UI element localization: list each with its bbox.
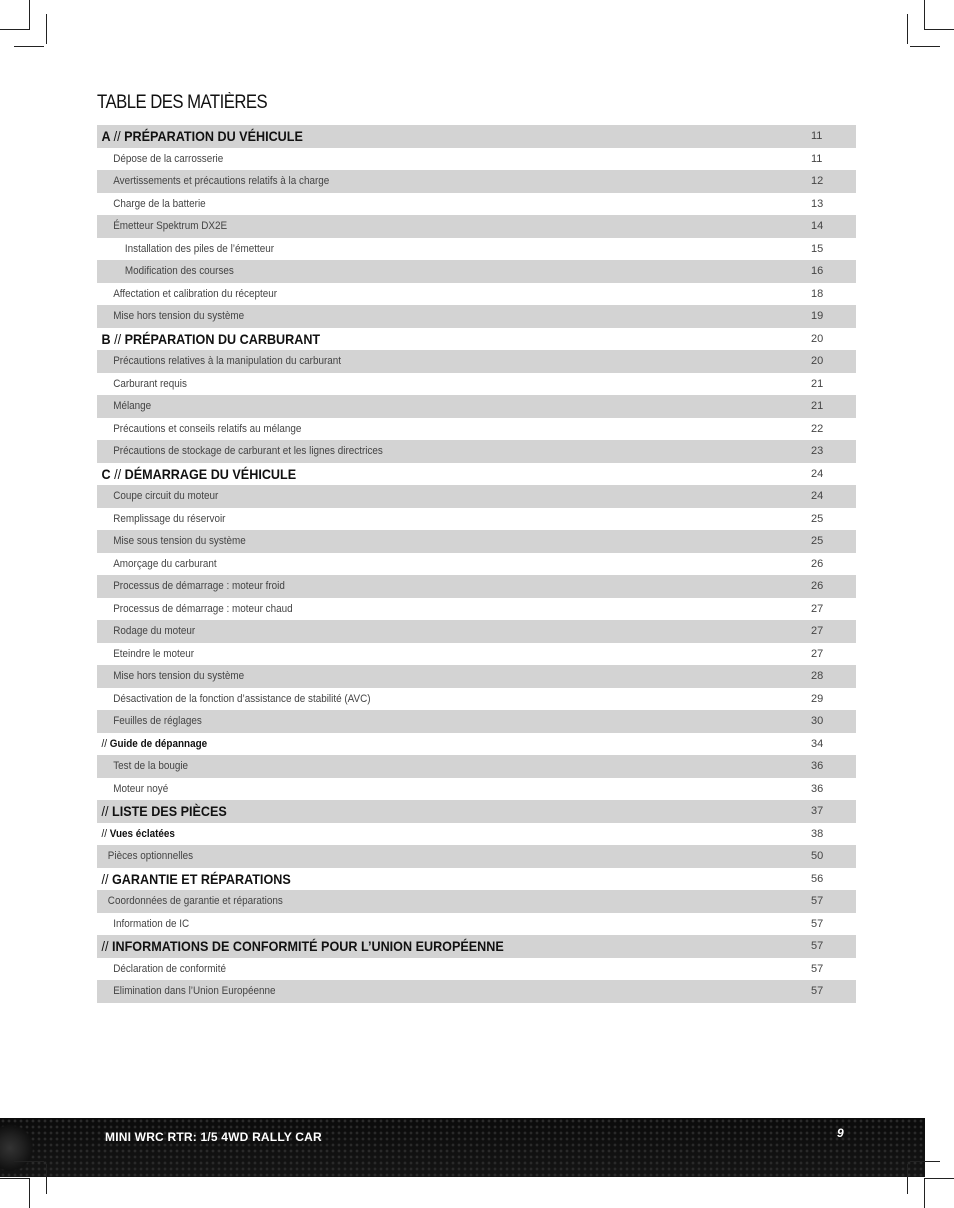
toc-entry-label: Modification des courses <box>124 265 234 278</box>
toc-entry-row[interactable] <box>97 373 856 396</box>
toc-entry-row[interactable] <box>97 733 856 756</box>
page-title: TABLE DES MATIÈRES <box>97 92 268 113</box>
toc-entry-label: Pièces optionnelles <box>107 850 194 863</box>
crop-mark <box>0 29 30 30</box>
toc-entry-label: Moteur noyé <box>113 782 169 795</box>
toc-page-number: 14 <box>811 220 824 233</box>
toc-page-number: 20 <box>811 355 824 368</box>
toc-entry-row[interactable] <box>97 305 856 328</box>
toc-entry-label: Installation des piles de l’émetteur <box>124 242 275 255</box>
crop-mark <box>29 1178 30 1208</box>
crop-mark <box>924 1178 954 1179</box>
toc-entry-label <box>97 738 207 750</box>
toc-page-number: 20 <box>811 332 824 345</box>
toc-entry-row[interactable] <box>97 845 856 868</box>
toc-entry-label <box>97 871 291 887</box>
toc-entry-label: Test de la bougie <box>113 760 189 773</box>
toc-entry-label: Charge de la batterie <box>113 197 206 210</box>
toc-page-number: 29 <box>811 692 824 705</box>
toc-page-number: 26 <box>811 580 824 593</box>
crop-mark <box>910 1161 940 1162</box>
toc-page-number: 25 <box>811 535 824 548</box>
toc-page-number: 30 <box>811 715 824 728</box>
toc-entry-label: Rodage du moteur <box>113 625 196 638</box>
section-letter: C <box>101 465 115 482</box>
toc-page-number: 57 <box>811 985 824 998</box>
toc-entry-label: Information de IC <box>113 917 190 930</box>
product-name: MINI WRC RTR: 1/5 4WD RALLY CAR <box>105 1130 322 1144</box>
crop-mark <box>907 14 908 44</box>
toc-page-number: 38 <box>811 827 824 840</box>
toc-page-number: 28 <box>811 670 824 683</box>
toc-entry-row[interactable] <box>97 665 856 688</box>
toc-entry-row[interactable] <box>97 260 856 283</box>
toc-entry-row[interactable] <box>97 418 856 441</box>
toc-section-row[interactable] <box>97 868 856 891</box>
toc-page-number: 24 <box>811 490 824 503</box>
toc-entry-row[interactable] <box>97 283 856 306</box>
toc-entry-label <box>97 331 320 347</box>
toc-page-number: 26 <box>811 557 824 570</box>
toc-entry-row[interactable] <box>97 215 856 238</box>
toc-entry-row[interactable] <box>97 958 856 981</box>
toc-page-number: 13 <box>811 197 824 210</box>
toc-page-number: 22 <box>811 422 824 435</box>
toc-entry-label <box>97 938 504 954</box>
section-separator: // <box>101 737 108 750</box>
toc-section-row[interactable] <box>97 328 856 351</box>
toc-page-number: 57 <box>811 895 824 908</box>
toc-entry-row[interactable] <box>97 755 856 778</box>
toc-entry-label: Processus de démarrage : moteur chaud <box>113 602 293 615</box>
toc-entry-row[interactable] <box>97 980 856 1003</box>
crop-mark <box>924 0 925 30</box>
toc-entry-row[interactable] <box>97 710 856 733</box>
toc-section-row[interactable] <box>97 463 856 486</box>
brand-mark-icon <box>0 1122 46 1174</box>
toc-page-number: 11 <box>811 152 823 165</box>
toc-entry-label <box>97 128 303 144</box>
crop-mark <box>907 1164 908 1194</box>
crop-mark <box>0 1178 30 1179</box>
section-title: PRÉPARATION DU CARBURANT <box>121 330 321 347</box>
toc-entry-label: Coordonnées de garantie et réparations <box>107 895 283 908</box>
section-separator: // <box>101 870 109 887</box>
section-separator: // <box>101 827 108 840</box>
toc-entry-label: Amorçage du carburant <box>113 557 217 570</box>
section-title: Vues éclatées <box>107 827 175 840</box>
toc-entry-row[interactable] <box>97 350 856 373</box>
toc-entry-label <box>97 466 296 482</box>
toc-page-number: 12 <box>811 175 824 188</box>
toc-entry-label: Remplissage du réservoir <box>113 512 226 525</box>
toc-entry-label: Feuilles de réglages <box>113 715 202 728</box>
crop-mark <box>46 1164 47 1194</box>
toc-page-number: 37 <box>811 805 824 818</box>
toc-page-number: 36 <box>811 760 824 773</box>
section-separator: // <box>101 803 109 820</box>
section-separator: // <box>114 330 122 347</box>
toc-entry-row[interactable] <box>97 508 856 531</box>
toc-entry-row[interactable] <box>97 620 856 643</box>
toc-entry-label: Eteindre le moteur <box>113 647 195 660</box>
section-title: LISTE DES PIÈCES <box>108 803 227 820</box>
toc-page-number: 27 <box>811 647 824 660</box>
toc-entry-label <box>97 828 175 840</box>
toc-entry-row[interactable] <box>97 148 856 171</box>
toc-entry-row[interactable] <box>97 598 856 621</box>
toc-page-number: 24 <box>811 467 824 480</box>
toc-entry-row[interactable] <box>97 193 856 216</box>
toc-entry-label: Déclaration de conformité <box>113 962 227 975</box>
section-title: Guide de dépannage <box>107 737 208 750</box>
toc-entry-label: Affectation et calibration du récepteur <box>113 287 278 300</box>
crop-mark <box>14 1161 44 1162</box>
section-title: INFORMATIONS DE CONFORMITÉ POUR L’UNION EUROPÉENNE <box>108 938 504 955</box>
crop-mark <box>46 14 47 44</box>
toc-page-number: 56 <box>811 872 824 885</box>
toc-entry-row[interactable] <box>97 485 856 508</box>
toc-entry-row[interactable] <box>97 440 856 463</box>
crop-mark <box>924 29 954 30</box>
toc-page-number: 50 <box>811 850 824 863</box>
section-title: PRÉPARATION DU VÉHICULE <box>120 128 303 145</box>
section-separator: // <box>101 938 109 955</box>
footer-bar <box>0 1118 925 1177</box>
toc-page-number: 57 <box>811 962 824 975</box>
toc-page-number: 57 <box>811 917 824 930</box>
crop-mark <box>924 1178 925 1208</box>
toc-page-number: 18 <box>811 287 824 300</box>
section-title: GARANTIE ET RÉPARATIONS <box>108 870 291 887</box>
section-letter: B <box>101 330 115 347</box>
section-separator: // <box>114 465 122 482</box>
toc-page-number: 21 <box>811 400 824 413</box>
toc-page-number: 27 <box>811 602 824 615</box>
toc-page-number: 19 <box>811 310 824 323</box>
section-title: DÉMARRAGE DU VÉHICULE <box>121 465 297 482</box>
table-of-contents <box>97 125 856 1003</box>
toc-page-number: 25 <box>811 512 824 525</box>
crop-mark <box>29 0 30 30</box>
toc-entry-label: Désactivation de la fonction d’assistance de stabilité (AVC) <box>113 692 371 705</box>
toc-entry-row[interactable] <box>97 530 856 553</box>
toc-entry-label: Mise hors tension du système <box>113 310 245 323</box>
toc-section-row[interactable] <box>97 800 856 823</box>
toc-page-number: 23 <box>811 445 824 458</box>
toc-entry-label: Mise hors tension du système <box>113 670 245 683</box>
toc-entry-label: Mélange <box>113 400 152 413</box>
toc-entry-label: Elimination dans l’Union Européenne <box>113 985 276 998</box>
toc-entry-label: Précautions et conseils relatifs au mélange <box>113 422 302 435</box>
toc-page-number: 11 <box>811 130 823 143</box>
toc-entry-label: Coupe circuit du moteur <box>113 490 219 503</box>
toc-page-number: 15 <box>811 242 824 255</box>
toc-entry-row[interactable] <box>97 553 856 576</box>
toc-entry-label: Carburant requis <box>113 377 187 390</box>
toc-entry-label: Mise sous tension du système <box>113 535 246 548</box>
toc-page-number: 27 <box>811 625 824 638</box>
toc-page-number: 21 <box>811 377 824 390</box>
toc-section-row[interactable] <box>97 125 856 148</box>
toc-section-row[interactable] <box>97 935 856 958</box>
toc-entry-label: Précautions relatives à la manipulation du carburant <box>113 355 342 368</box>
toc-page-number: 34 <box>811 737 824 750</box>
toc-entry-row[interactable] <box>97 890 856 913</box>
crop-mark <box>910 46 940 47</box>
toc-entry-row[interactable] <box>97 778 856 801</box>
toc-entry-row[interactable] <box>97 688 856 711</box>
toc-entry-row[interactable] <box>97 823 856 846</box>
toc-entry-label: Avertissements et précautions relatifs à la charge <box>113 175 330 188</box>
toc-entry-label: Précautions de stockage de carburant et les lignes directrices <box>113 445 383 458</box>
toc-page-number: 16 <box>811 265 824 278</box>
toc-entry-label: Émetteur Spektrum DX2E <box>113 220 228 233</box>
toc-entry-row[interactable] <box>97 170 856 193</box>
toc-entry-row[interactable] <box>97 395 856 418</box>
toc-entry-label: Dépose de la carrosserie <box>113 152 224 165</box>
section-separator: // <box>113 128 121 145</box>
toc-page-number: 36 <box>811 782 824 795</box>
toc-entry-row[interactable] <box>97 913 856 936</box>
toc-entry-row[interactable] <box>97 238 856 261</box>
page-number: 9 <box>837 1126 844 1140</box>
toc-entry-label <box>97 803 227 819</box>
crop-mark <box>14 46 44 47</box>
toc-entry-row[interactable] <box>97 575 856 598</box>
toc-entry-row[interactable] <box>97 643 856 666</box>
toc-entry-label: Processus de démarrage : moteur froid <box>113 580 285 593</box>
toc-page-number: 57 <box>811 940 824 953</box>
section-letter: A <box>101 128 114 145</box>
